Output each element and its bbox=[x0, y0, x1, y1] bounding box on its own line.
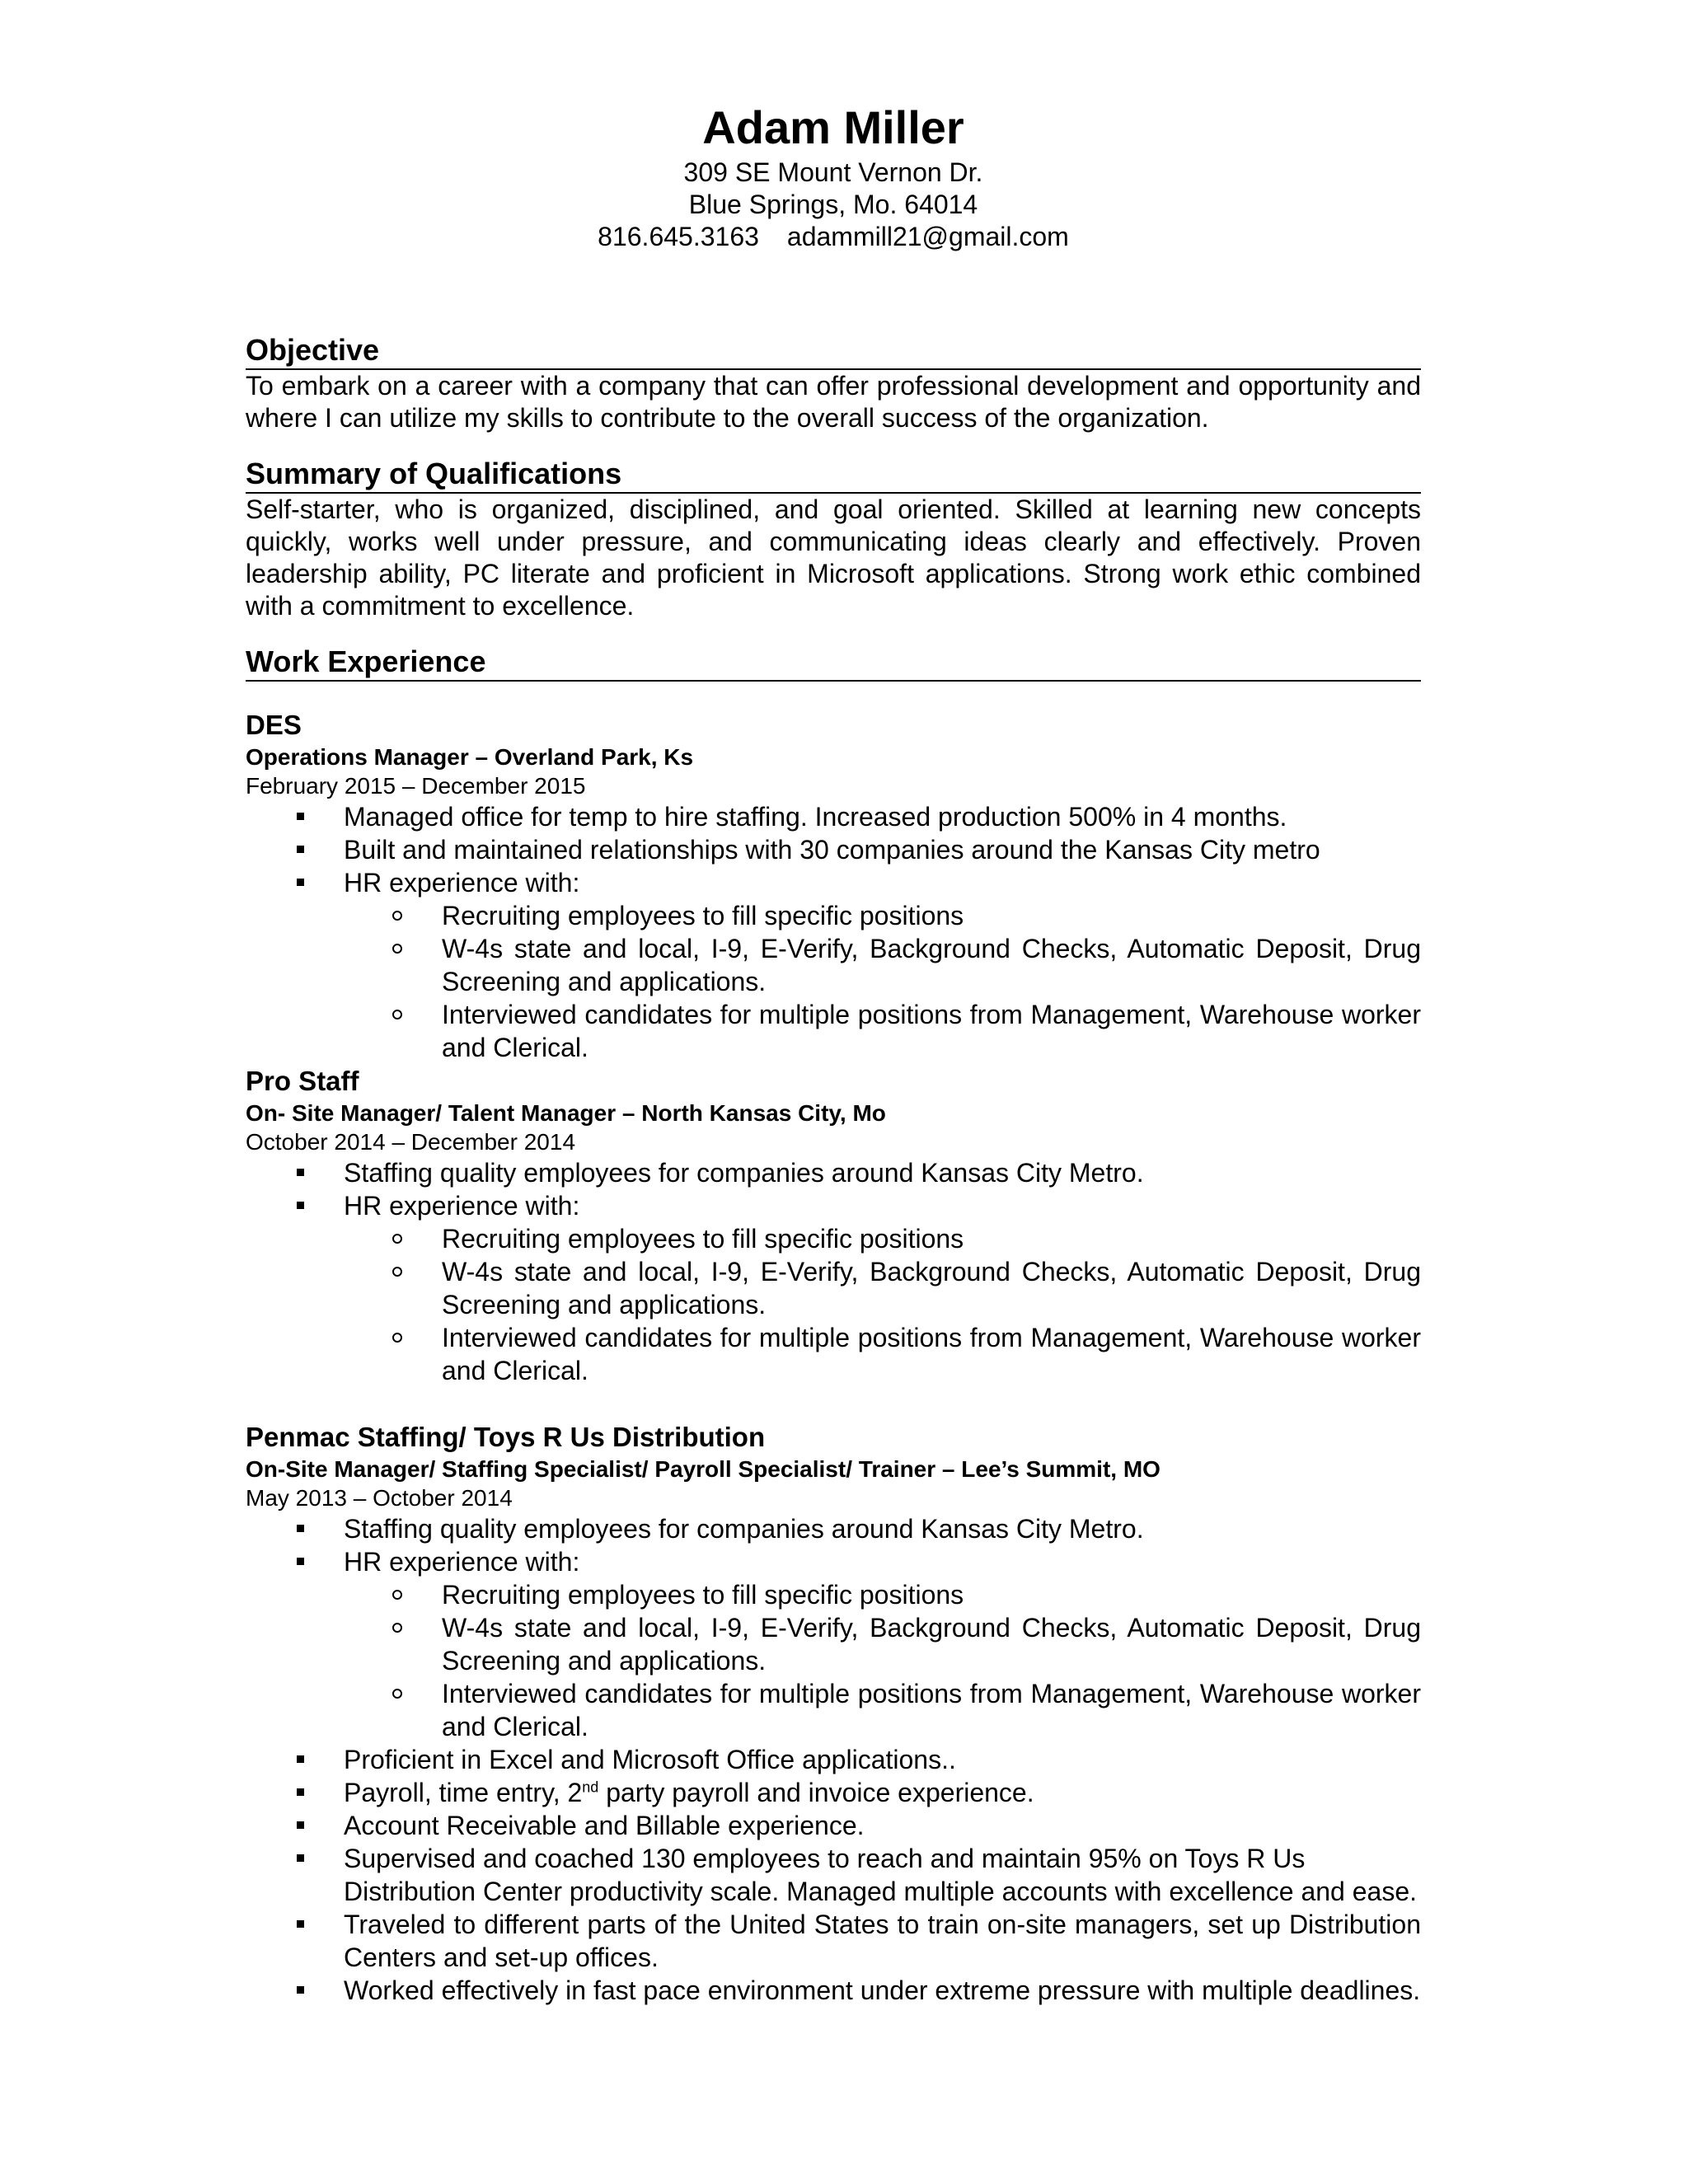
job-dates: February 2015 – December 2015 bbox=[246, 773, 586, 799]
bullet-circle-icon bbox=[392, 1689, 402, 1699]
bullet-square-icon bbox=[297, 1788, 304, 1796]
list-item: Staffing quality employees for companies around Kansas City Metro. bbox=[246, 1156, 1421, 1189]
job-role: On- Site Manager/ Talent Manager – North Kansas City, Mo bbox=[246, 1100, 886, 1126]
address-line-1: 309 SE Mount Vernon Dr. bbox=[683, 157, 983, 187]
list-item: Recruiting employees to fill specific positions bbox=[246, 1578, 1421, 1611]
bullet-square-icon bbox=[297, 1920, 304, 1928]
bullet-circle-icon bbox=[392, 1623, 402, 1633]
bullet-square-icon bbox=[297, 879, 304, 886]
resume-header bbox=[246, 99, 1421, 299]
bullet-square-icon bbox=[297, 1986, 304, 1994]
bullet-circle-icon bbox=[392, 944, 402, 954]
work-experience-section bbox=[246, 644, 1421, 2007]
bullet-square-icon bbox=[297, 1202, 304, 1209]
list-item: Built and maintained relationships with 30 companies around the Kansas City metro bbox=[246, 833, 1421, 866]
list-item: Payroll, time entry, 2nd party payroll and invoice experience. bbox=[246, 1776, 1421, 1809]
bullet-square-icon bbox=[297, 813, 304, 820]
job-dates: May 2013 – October 2014 bbox=[246, 1485, 513, 1511]
job-sub-bullets bbox=[246, 1578, 1421, 1743]
list-item: Traveled to different parts of the United States to train on-site managers, set up Distribution Centers and set-up offices. bbox=[246, 1908, 1421, 1974]
list-item: Managed office for temp to hire staffing. Increased production 500% in 4 months. bbox=[246, 800, 1421, 833]
list-item: Interviewed candidates for multiple positions from Management, Warehouse worker and Clerical. bbox=[246, 998, 1421, 1064]
job-entry-des bbox=[246, 708, 1421, 1064]
job-bullets bbox=[246, 1156, 1421, 1222]
bullet-circle-icon bbox=[392, 1333, 402, 1343]
summary-text: Self-starter, who is organized, disciplined, and goal oriented. Skilled at learning new concepts quickly, works well under pressure, and communicating ideas clearly and effectively. Proven leadership ability, PC literate and proficient in Microsoft applications. Strong work ethic combined with a commitment to excellence. bbox=[246, 494, 1421, 621]
bullet-square-icon bbox=[297, 1854, 304, 1862]
objective-heading: Objective bbox=[246, 332, 1421, 370]
email-address: adammill21@gmail.com bbox=[786, 222, 1069, 251]
list-item: HR experience with: bbox=[246, 1189, 1421, 1222]
objective-text: To embark on a career with a company that can offer professional development and opportunity and where I can utilize my skills to contribute to the overall success of the organization. bbox=[246, 371, 1421, 433]
list-item: Staffing quality employees for companies around Kansas City Metro. bbox=[246, 1512, 1421, 1545]
job-bullets bbox=[246, 800, 1421, 899]
bullet-circle-icon bbox=[392, 1267, 402, 1277]
company-name: Pro Staff bbox=[246, 1066, 359, 1096]
summary-section bbox=[246, 456, 1421, 622]
bullet-square-icon bbox=[297, 1821, 304, 1829]
objective-section bbox=[246, 332, 1421, 434]
bullet-circle-icon bbox=[392, 1234, 402, 1244]
company-name: DES bbox=[246, 710, 302, 740]
bullet-square-icon bbox=[297, 1755, 304, 1763]
address-line-2: Blue Springs, Mo. 64014 bbox=[688, 190, 978, 219]
list-item: W-4s state and local, I-9, E-Verify, Background Checks, Automatic Deposit, Drug Screening and applications. bbox=[246, 1611, 1421, 1677]
list-item: Proficient in Excel and Microsoft Office applications.. bbox=[246, 1743, 1421, 1776]
bullet-circle-icon bbox=[392, 911, 402, 921]
resume-page bbox=[246, 99, 1421, 2007]
list-item: Interviewed candidates for multiple positions from Management, Warehouse worker and Clerical. bbox=[246, 1321, 1421, 1387]
list-item: Recruiting employees to fill specific positions bbox=[246, 1222, 1421, 1255]
list-item: Worked effectively in fast pace environment under extreme pressure with multiple deadlines. bbox=[246, 1974, 1421, 2007]
company-name: Penmac Staffing/ Toys R Us Distribution bbox=[246, 1422, 766, 1452]
candidate-name: Adam Miller bbox=[702, 101, 964, 153]
job-dates: October 2014 – December 2014 bbox=[246, 1129, 576, 1155]
job-sub-bullets bbox=[246, 1222, 1421, 1387]
list-item: Account Receivable and Billable experience. bbox=[246, 1809, 1421, 1842]
job-more-bullets bbox=[246, 1743, 1421, 2007]
ordinal-superscript: nd bbox=[582, 1779, 599, 1796]
summary-heading: Summary of Qualifications bbox=[246, 456, 1421, 494]
bullet-square-icon bbox=[297, 1169, 304, 1176]
list-item: W-4s state and local, I-9, E-Verify, Background Checks, Automatic Deposit, Drug Screening and applications. bbox=[246, 1255, 1421, 1321]
list-item: HR experience with: bbox=[246, 866, 1421, 899]
contact-line bbox=[246, 221, 1421, 253]
job-bullets bbox=[246, 1512, 1421, 1578]
list-item: Interviewed candidates for multiple positions from Management, Warehouse worker and Clerical. bbox=[246, 1677, 1421, 1743]
bullet-square-icon bbox=[297, 1558, 304, 1565]
list-item: Supervised and coached 130 employees to reach and maintain 95% on Toys R Us Distribution Center productivity scale. Managed multiple accounts with excellence and ease. bbox=[246, 1842, 1421, 1908]
bullet-square-icon bbox=[297, 1525, 304, 1532]
job-sub-bullets bbox=[246, 899, 1421, 1064]
job-role: Operations Manager – Overland Park, Ks bbox=[246, 744, 694, 770]
list-item: HR experience with: bbox=[246, 1545, 1421, 1578]
bullet-circle-icon bbox=[392, 1010, 402, 1019]
bullet-square-icon bbox=[297, 846, 304, 853]
list-item: W-4s state and local, I-9, E-Verify, Background Checks, Automatic Deposit, Drug Screening and applications. bbox=[246, 932, 1421, 998]
job-entry-pro-staff bbox=[246, 1064, 1421, 1387]
list-item: Recruiting employees to fill specific positions bbox=[246, 899, 1421, 932]
phone-number: 816.645.3163 bbox=[598, 222, 759, 251]
job-entry-penmac bbox=[246, 1420, 1421, 2007]
work-experience-heading: Work Experience bbox=[246, 644, 1421, 682]
bullet-circle-icon bbox=[392, 1590, 402, 1600]
job-role: On-Site Manager/ Staffing Specialist/ Payroll Specialist/ Trainer – Lee’s Summit, MO bbox=[246, 1456, 1160, 1482]
